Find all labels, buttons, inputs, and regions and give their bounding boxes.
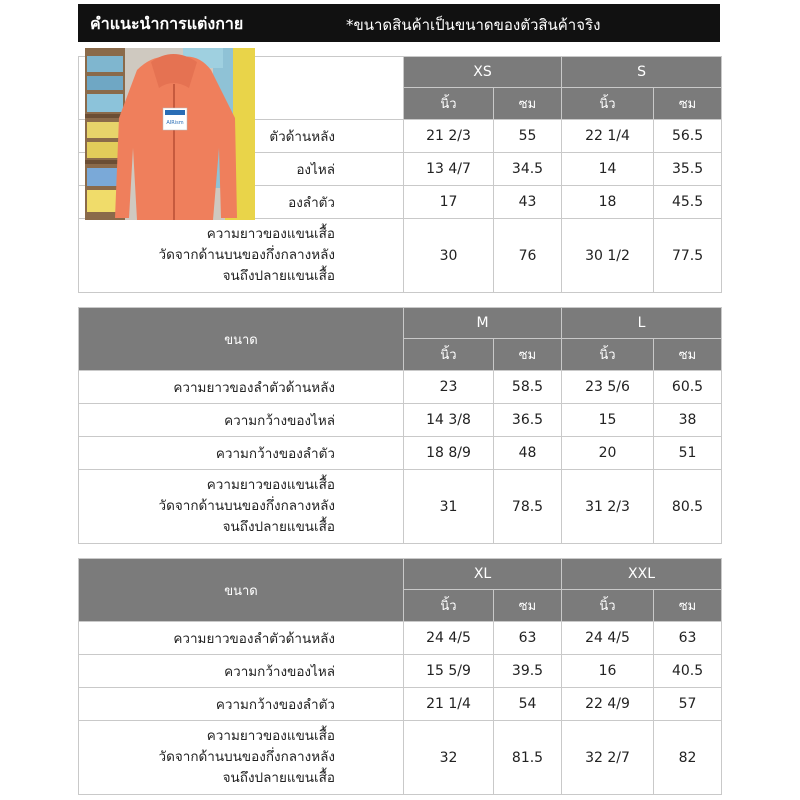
row-label: องไหล่ — [79, 153, 404, 186]
table-corner-label: ขนาด — [79, 308, 404, 371]
unit-header: นิ้ว — [404, 590, 494, 622]
unit-header: ซม — [654, 590, 722, 622]
page-title: คำแนะนำการแต่งกาย — [90, 14, 244, 33]
table-cell: 21 2/3 — [404, 120, 494, 153]
row-label-sleeve — [79, 721, 404, 795]
table-row — [79, 219, 722, 293]
row-label-line: ความยาวของแขนเสื้อ — [206, 477, 335, 493]
table-cell: 45.5 — [654, 186, 722, 219]
row-label-sleeve — [79, 470, 404, 544]
table-cell: 77.5 — [654, 219, 722, 293]
unit-header: นิ้ว — [404, 339, 494, 371]
unit-header: ซม — [654, 339, 722, 371]
table-cell: 18 — [562, 186, 654, 219]
row-label: ความกว้างของลำตัว — [79, 437, 404, 470]
table-cell: 15 5/9 — [404, 655, 494, 688]
table-cell: 30 — [404, 219, 494, 293]
table-cell: 63 — [654, 622, 722, 655]
table-cell: 21 1/4 — [404, 688, 494, 721]
table-cell: 14 — [562, 153, 654, 186]
size-header: XS — [404, 57, 562, 88]
size-header: XXL — [562, 559, 722, 590]
table-cell: 31 — [404, 470, 494, 544]
size-note: *ขนาดสินค้าเป็นขนาดของตัวสินค้าจริง — [346, 16, 601, 34]
row-label-line: วัดจากด้านบนของกึ่งกลางหลัง — [158, 498, 335, 514]
table-cell: 16 — [562, 655, 654, 688]
table-row — [79, 721, 722, 795]
jacket-photo — [85, 48, 255, 220]
row-label: ความกว้างของลำตัว — [79, 688, 404, 721]
table-cell: 14 3/8 — [404, 404, 494, 437]
unit-header: ซม — [494, 339, 562, 371]
table-cell: 35.5 — [654, 153, 722, 186]
table-row — [79, 655, 722, 688]
table-corner-label: ขนาด — [79, 559, 404, 622]
table-cell: 30 1/2 — [562, 219, 654, 293]
unit-header: นิ้ว — [404, 88, 494, 120]
unit-header: นิ้ว — [562, 590, 654, 622]
row-label: ความกว้างของไหล่ — [79, 655, 404, 688]
size-header: S — [562, 57, 722, 88]
table-cell: 51 — [654, 437, 722, 470]
row-label-sleeve — [79, 219, 404, 293]
table-cell: 43 — [494, 186, 562, 219]
table-cell: 38 — [654, 404, 722, 437]
size-header: M — [404, 308, 562, 339]
table-cell: 32 — [404, 721, 494, 795]
table-cell: 17 — [404, 186, 494, 219]
table-cell: 55 — [494, 120, 562, 153]
table-cell: 76 — [494, 219, 562, 293]
row-label: ความกว้างของไหล่ — [79, 404, 404, 437]
row-label: ความยาวของลำตัวด้านหลัง — [79, 371, 404, 404]
table-cell: 15 — [562, 404, 654, 437]
table-cell: 48 — [494, 437, 562, 470]
size-header: L — [562, 308, 722, 339]
table-cell: 54 — [494, 688, 562, 721]
unit-header: ซม — [654, 88, 722, 120]
table-cell: 18 8/9 — [404, 437, 494, 470]
table-cell: 82 — [654, 721, 722, 795]
table-cell: 36.5 — [494, 404, 562, 437]
row-label-line: วัดจากด้านบนของกึ่งกลางหลัง — [158, 749, 335, 765]
table-cell: 13 4/7 — [404, 153, 494, 186]
unit-header: ซม — [494, 88, 562, 120]
table-cell: 24 4/5 — [562, 622, 654, 655]
row-label-line: จนถึงปลายแขนเสื้อ — [222, 770, 335, 786]
table-cell: 22 1/4 — [562, 120, 654, 153]
table-cell: 24 4/5 — [404, 622, 494, 655]
size-header: XL — [404, 559, 562, 590]
table-row — [79, 404, 722, 437]
row-label: องลำตัว — [79, 186, 404, 219]
unit-header: นิ้ว — [562, 88, 654, 120]
row-label: ตัวด้านหลัง — [79, 120, 404, 153]
unit-header: นิ้ว — [562, 339, 654, 371]
table-cell: 56.5 — [654, 120, 722, 153]
size-table-m-l — [78, 307, 722, 544]
table-cell: 63 — [494, 622, 562, 655]
table-cell: 34.5 — [494, 153, 562, 186]
tag-text: AIRism — [166, 120, 184, 126]
table-cell: 20 — [562, 437, 654, 470]
table-cell: 40.5 — [654, 655, 722, 688]
table-row — [79, 437, 722, 470]
row-label-line: วัดจากด้านบนของกึ่งกลางหลัง — [158, 247, 335, 263]
table-cell: 32 2/7 — [562, 721, 654, 795]
table-cell: 22 4/9 — [562, 688, 654, 721]
page-header — [78, 4, 720, 42]
table-row — [79, 688, 722, 721]
unit-header: ซม — [494, 590, 562, 622]
table-cell: 60.5 — [654, 371, 722, 404]
table-cell: 58.5 — [494, 371, 562, 404]
table-row — [79, 371, 722, 404]
row-label-line: จนถึงปลายแขนเสื้อ — [222, 268, 335, 284]
table-cell: 23 5/6 — [562, 371, 654, 404]
row-label-line: ความยาวของแขนเสื้อ — [206, 226, 335, 242]
table-cell: 39.5 — [494, 655, 562, 688]
table-row — [79, 470, 722, 544]
table-cell: 31 2/3 — [562, 470, 654, 544]
table-cell: 80.5 — [654, 470, 722, 544]
table-cell: 78.5 — [494, 470, 562, 544]
table-row — [79, 622, 722, 655]
row-label-line: จนถึงปลายแขนเสื้อ — [222, 519, 335, 535]
row-label-line: ความยาวของแขนเสื้อ — [206, 728, 335, 744]
table-cell: 57 — [654, 688, 722, 721]
table-cell: 23 — [404, 371, 494, 404]
row-label: ความยาวของลำตัวด้านหลัง — [79, 622, 404, 655]
table-cell: 81.5 — [494, 721, 562, 795]
size-table-xl-xxl — [78, 558, 722, 795]
